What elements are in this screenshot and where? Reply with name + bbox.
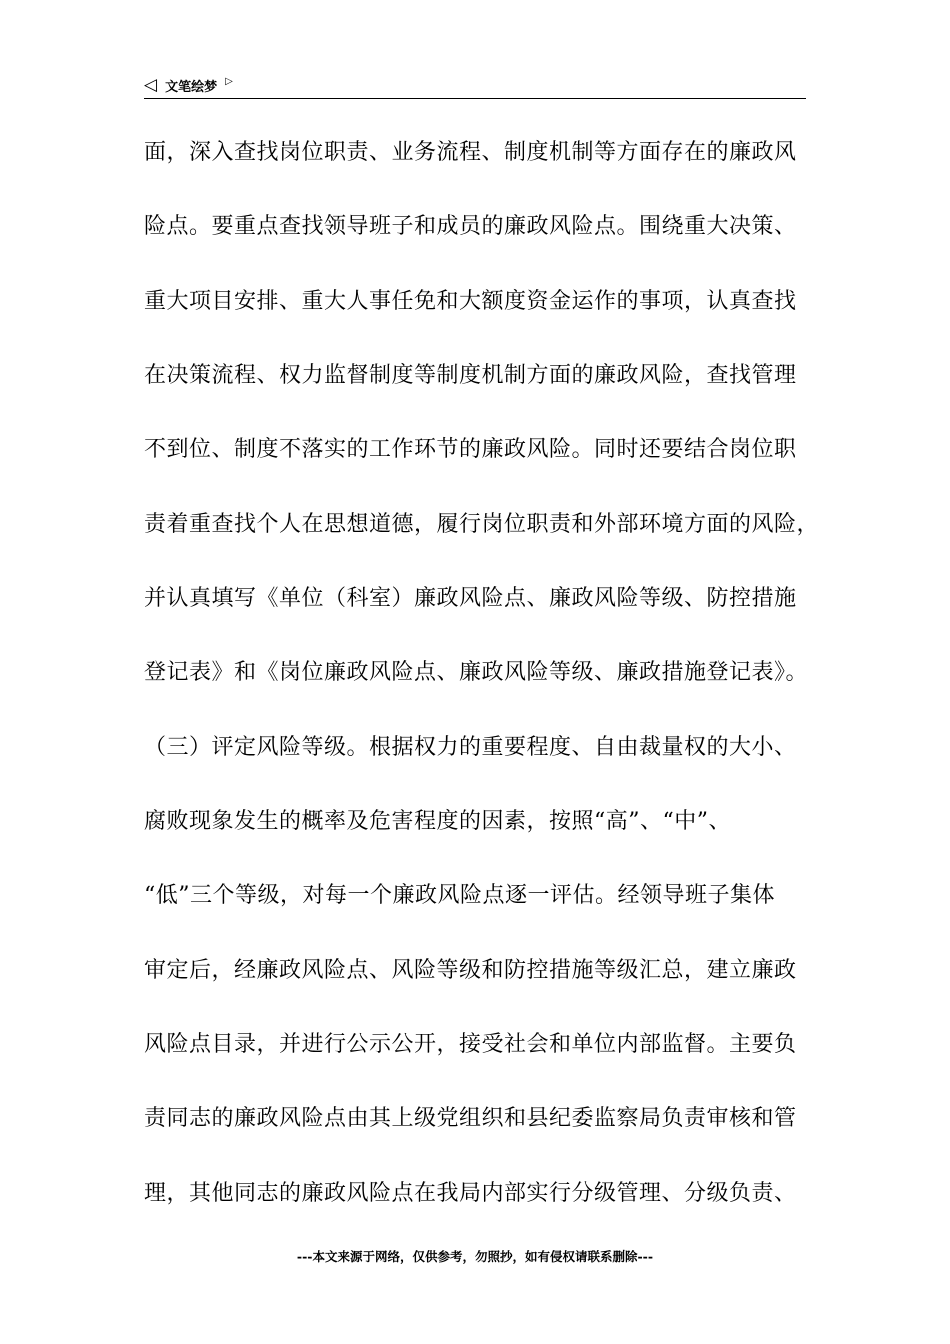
body-line: 险点。要重点查找领导班子和成员的廉政风险点。围绕重大决策、 — [144, 214, 797, 239]
body-line: 登记表》和《岗位廉政风险点、廉政风险等级、廉政措施登记表》。 — [144, 660, 809, 685]
body-line: 在决策流程、权力监督制度等制度机制方面的廉政风险，查找管理 — [144, 363, 797, 388]
body-line: 理，其他同志的廉政风险点在我局内部实行分级管理、分级负责、 — [144, 1181, 797, 1206]
body-line: 风险点目录，并进行公示公开，接受社会和单位内部监督。主要负 — [144, 1032, 797, 1057]
body-line: 审定后，经廉政风险点、风险等级和防控措施等级汇总，建立廉政 — [144, 958, 797, 983]
body-line: 并认真填写《单位（科室）廉政风险点、廉政风险等级、防控措施 — [144, 586, 797, 611]
body-line: “低”三个等级，对每一个廉政风险点逐一评估。经领导班子集体 — [144, 883, 775, 908]
page-header — [144, 73, 806, 97]
body-line: 腐败现象发生的概率及危害程度的因素，按照“高”、“中”、 — [144, 809, 731, 834]
body-line: 责着重查找个人在思想道德，履行岗位职责和外部环境方面的风险， — [144, 512, 820, 537]
section-heading-line: （三）评定风险等级。根据权力的重要程度、自由裁量权的大小、 — [144, 735, 797, 760]
body-line: 重大项目安排、重大人事任免和大额度资金运作的事项，认真查找 — [144, 289, 797, 314]
body-line: 责同志的廉政风险点由其上级党组织和县纪委监察局负责审核和管 — [144, 1106, 797, 1131]
body-line: 不到位、制度不落实的工作环节的廉政风险。同时还要结合岗位职 — [144, 437, 797, 462]
header-title: 文笔绘梦 — [165, 79, 218, 95]
right-triangle-icon: ▷ — [225, 75, 233, 87]
header-divider — [144, 98, 806, 99]
body-line: 面，深入查找岗位职责、业务流程、制度机制等方面存在的廉政风 — [144, 140, 797, 165]
left-triangle-icon: ◁ — [144, 74, 158, 95]
page-footer-disclaimer: ---本文来源于网络，仅供参考，勿照抄，如有侵权请联系删除--- — [296, 1249, 654, 1264]
